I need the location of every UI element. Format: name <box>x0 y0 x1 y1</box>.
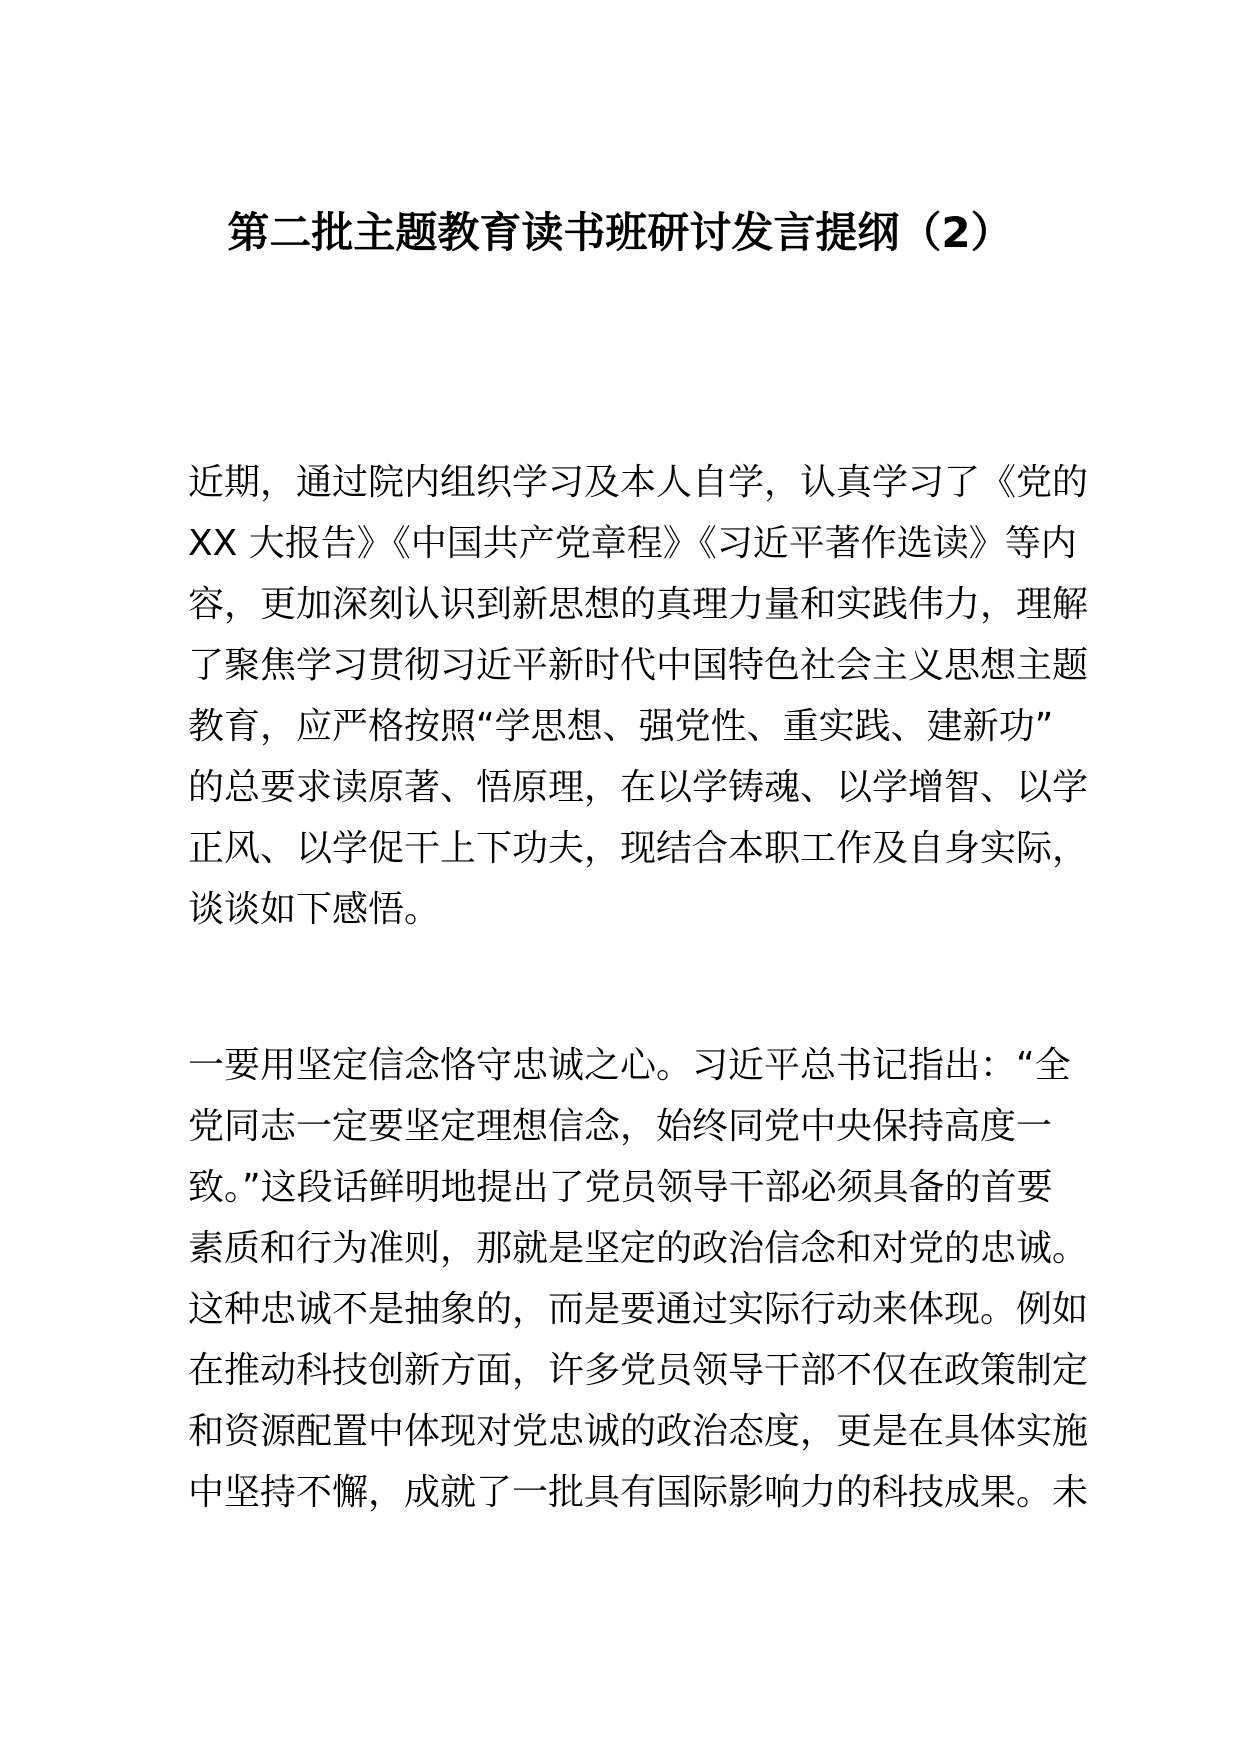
text-line: 党同志一定要坚定理想信念，始终同党中央保持高度一 <box>188 1106 1053 1147</box>
text-line: 在推动科技创新方面，许多党员领导干部不仅在政策制定 <box>188 1350 1089 1391</box>
text-line: 中坚持不懈，成就了一批具有国际影响力的科技成果。未 <box>188 1472 1089 1513</box>
text-line: XX 大报告》《中国共产党章程》《习近平著作选读》等内 <box>188 523 1077 564</box>
text-line: 致。”这段话鲜明地提出了党员领导干部必须具备的首要 <box>188 1167 1053 1208</box>
text-line: 这种忠诚不是抽象的，而是要通过实际行动来体现。例如 <box>188 1289 1089 1330</box>
text-line: 的总要求读原著、悟原理，在以学铸魂、以学增智、以学 <box>188 767 1089 808</box>
body-paragraph-first-point <box>188 1035 1089 1523</box>
text-line: 了聚焦学习贯彻习近平新时代中国特色社会主义思想主题 <box>188 645 1089 686</box>
text-line: 谈谈如下感悟。 <box>188 889 441 930</box>
text-line: 一要用坚定信念恪守忠诚之心。习近平总书记指出：“全 <box>188 1045 1071 1086</box>
text-line: 教育，应严格按照“学思想、强党性、重实践、建新功” <box>188 706 1054 747</box>
text-line: 近期，通过院内组织学习及本人自学，认真学习了《党的 <box>188 462 1089 503</box>
text-line: 容，更加深刻认识到新思想的真理力量和实践伟力，理解 <box>188 584 1089 625</box>
text-line: 和资源配置中体现对党忠诚的政治态度，更是在具体实施 <box>188 1411 1089 1452</box>
text-line: 正风、以学促干上下功夫，现结合本职工作及自身实际， <box>188 828 1089 869</box>
text-line: 素质和行为准则，那就是坚定的政治信念和对党的忠诚。 <box>188 1228 1089 1269</box>
document-title: 第二批主题教育读书班研讨发言提纲（2） <box>227 208 1013 258</box>
body-paragraph-intro <box>188 452 1089 940</box>
